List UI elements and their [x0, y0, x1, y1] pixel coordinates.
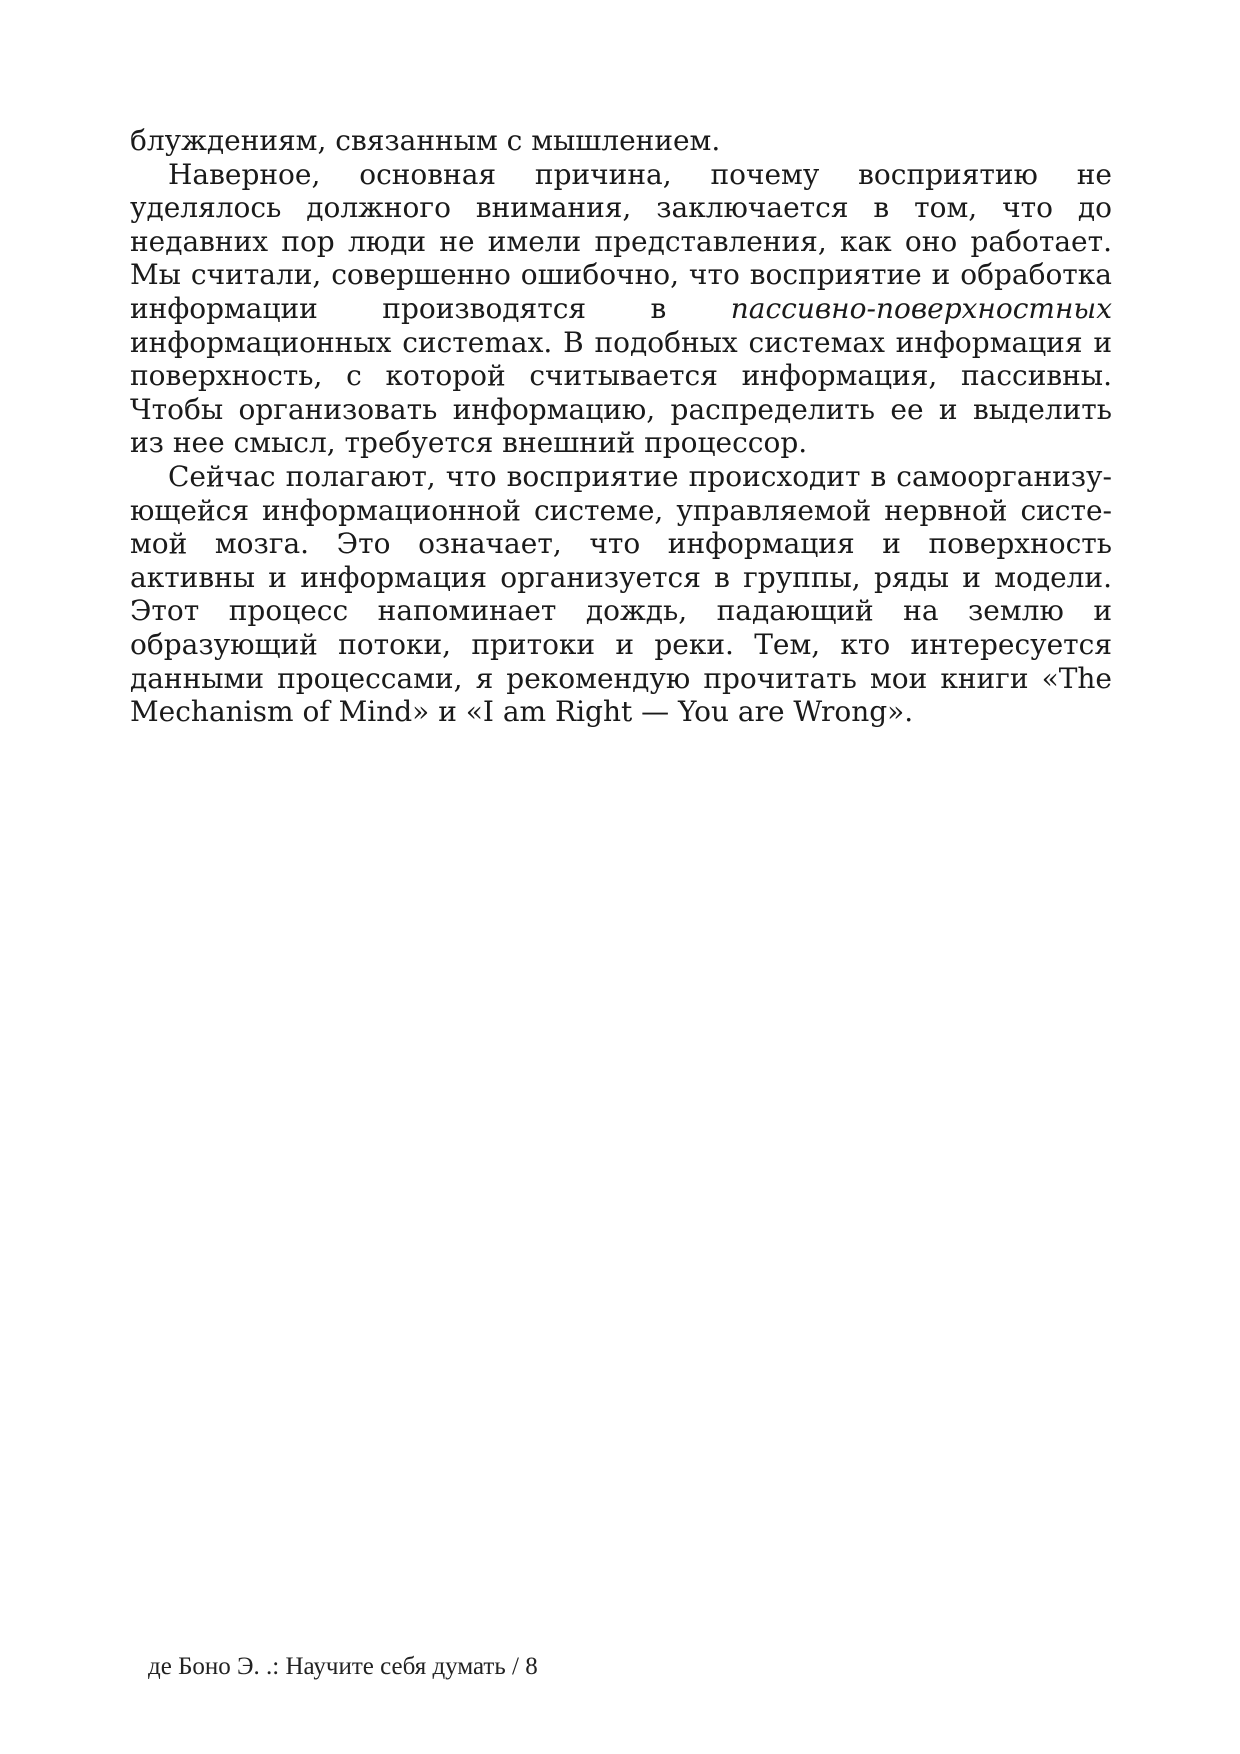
paragraph-2-text-start: Наверное, основная причина, почему восприятию не уделялось должного внимания, заключается в том, что до недавних пор люди не имели представления, как оно работает. Мы считали, совершенно ошибочно, что восприятие и обработка информации производятся в	[130, 157, 1112, 325]
page-footer: де Боно Э. .: Научите себя думать / 8	[148, 1653, 538, 1680]
paragraph-1-text: блуждениям, связанным с мышлением.	[130, 124, 721, 157]
paragraph-3-text: Сейчас полагают, что восприятие происходит в самоорганизующейся информационной системе, управляемой нервной системой мозга. Это означает, что информация и поверхность активны и информация организуется в группы, ряды и модели. Этот процесс напоминает дождь, падающий на землю и образующий потоки, притоки и реки. Тем, кто интересуется данными процессами, я рекомендую прочитать мои книги «The Mechanism of Mind» и «I am Right — You are Wrong».	[130, 459, 1112, 729]
body-text	[130, 124, 1112, 729]
paragraph-1	[130, 124, 1112, 158]
paragraph-2-text-end: информационных систеmах. В подобных системах информация и поверхность, с которой считывается информация, пассивны. Чтобы организовать информацию, распределить ее и выделить из нее смысл, требуется внешний процессор.	[130, 325, 1112, 460]
paragraph-2-emphasis: пассивно-поверхностных	[730, 291, 1112, 325]
paragraph-3	[130, 460, 1112, 729]
paragraph-2	[130, 158, 1112, 460]
